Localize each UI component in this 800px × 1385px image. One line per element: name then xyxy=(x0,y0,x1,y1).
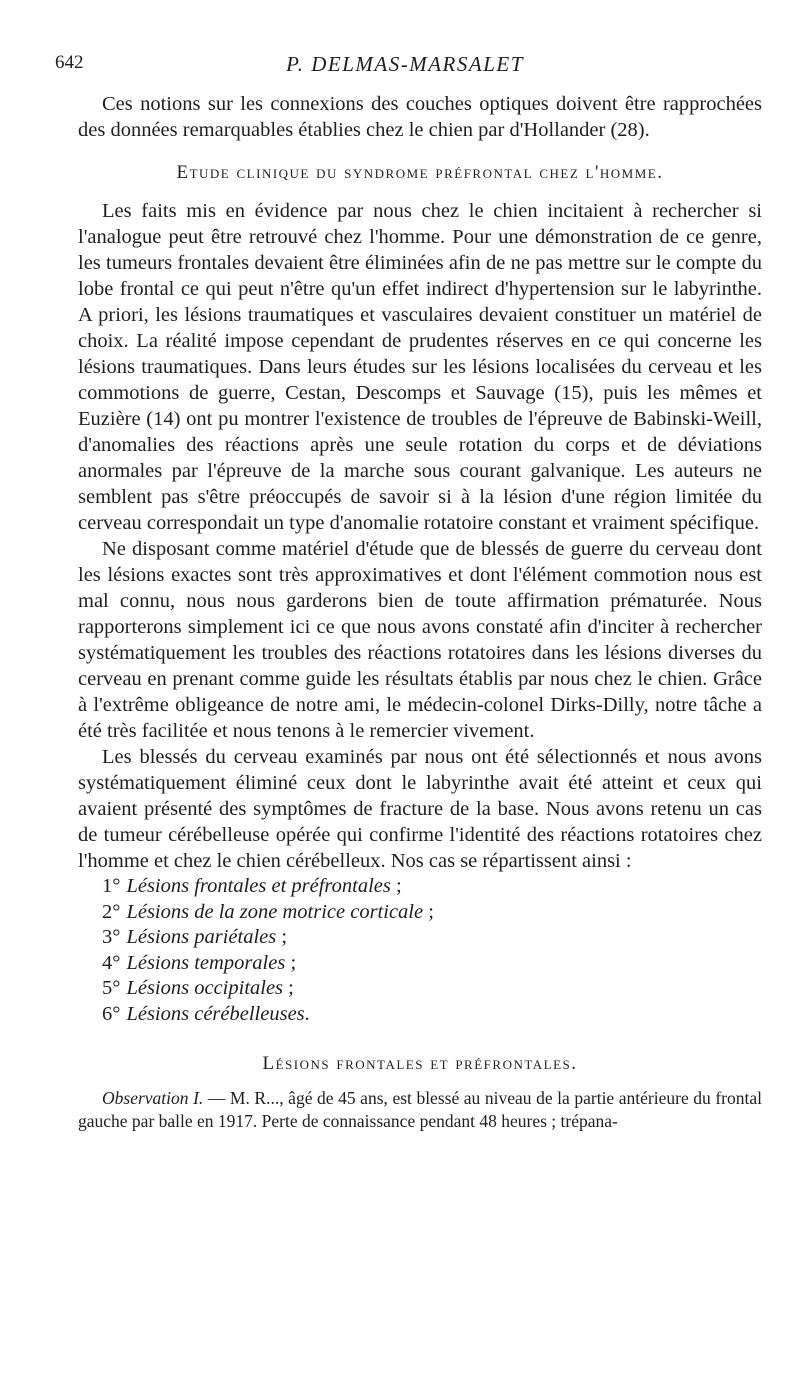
list-item xyxy=(78,874,762,900)
observation-label: Observation I. xyxy=(102,1088,204,1108)
list-item-end: . xyxy=(304,1002,310,1025)
list-item-number: 5° xyxy=(102,977,121,999)
page-header xyxy=(55,52,755,82)
list-item-number: 6° xyxy=(102,1002,121,1025)
list-item-text: Lésions de la zone motrice corticale xyxy=(126,900,424,923)
list-item xyxy=(78,925,762,951)
list-item-number: 1° xyxy=(102,875,121,897)
list-item-number: 2° xyxy=(102,900,121,923)
list-item-text: Lésions occipitales xyxy=(126,977,284,999)
list-item-text: Lésions cérébelleuses xyxy=(126,1002,305,1025)
observation-paragraph xyxy=(78,1087,762,1133)
list-item-text: Lésions temporales xyxy=(126,951,286,974)
list-item-end: ; xyxy=(390,875,402,897)
paragraph: Les blessés du cerveau examinés par nous ont été sélectionnés et nous avons systématiquement éliminé ceux dont le labyrinthe avait été atteint et ceux qui avaient présenté des symptômes de fracture de la base. Nous avons retenu un cas de tumeur cérébelleuse opérée qui confirme l'identité des réactions rotatoires chez l'homme et chez le chien cérébelleux. Nos cas se répartissent ainsi : xyxy=(78,746,762,872)
intro-paragraph: Ces notions sur les connexions des couches optiques doivent être rapprochées des données remarquables établies chez le chien par d'Hollander (28). xyxy=(78,93,762,141)
observation-text: — M. R..., âgé de 45 ans, est blessé au niveau de la partie antérieure du frontal gauche par balle en 1917. Perte de connaissance pendant 48 heures ; trépana- xyxy=(78,1088,762,1131)
list-item-text: Lésions pariétales xyxy=(126,926,277,948)
list-item xyxy=(78,976,762,1002)
list-item-end: ; xyxy=(285,951,297,974)
article-body xyxy=(78,91,762,1133)
list-item-end: ; xyxy=(276,926,288,948)
list-item-end: ; xyxy=(423,900,434,923)
list-item-number: 3° xyxy=(102,926,121,948)
running-head: P. DELMAS-MARSALET xyxy=(286,52,524,76)
list-item xyxy=(78,1002,762,1028)
subsection-title: Lésions frontales et préfrontales. xyxy=(262,1053,578,1074)
list-item-number: 4° xyxy=(102,951,121,974)
paragraph: Ne disposant comme matériel d'étude que de blessés de guerre du cerveau dont les lésions exactes sont très approximatives et dont l'élément commotion nous est mal connu, nous nous garderons bien de toute affirmation prématurée. Nous rapporterons simplement ici ce que nous avons constaté afin d'inciter à rechercher systématiquement les troubles des réactions rotatoires dans les lésions diverses du cerveau en prenant comme guide les résultats établis par nous chez le chien. Grâce à l'extrême obligeance de notre ami, le médecin-colonel Dirks-Dilly, notre tâche a été très facilitée et nous tenons à le remercier vivement. xyxy=(78,538,762,742)
paragraph: Les faits mis en évidence par nous chez le chien incitaient à rechercher si l'analogue peut être retrouvé chez l'homme. Pour une démonstration de ce genre, les tumeurs frontales devaient être éliminées afin de ne pas mettre sur le compte du lobe frontal ce qui peut n'être qu'un effet indirect d'hypertension sur le labyrinthe. A priori, les lésions traumatiques et vasculaires devaient constituer un matériel de choix. La réalité impose cependant de prudentes réserves en ce qui concerne les lésions traumatiques. Dans leurs études sur les lésions localisées du cerveau et les commotions de guerre, Cestan, Descomps et Sauvage (15), puis les mêmes et Euzière (14) ont pu montrer l'existence de troubles de l'épreuve de Babinski-Weill, d'anomalies des réactions après une seule rotation du corps et de déviations anormales par l'épreuve de la marche sous courant galvanique. Les auteurs ne semblent pas s'être préoccupés de savoir si à la lésion d'une région limitée du cerveau correspondait un type d'anomalie rotatoire constant et vraiment spécifique. xyxy=(78,200,762,534)
section-title: Etude clinique du syndrome préfrontal chez l'homme. xyxy=(176,162,664,183)
list-item-end: ; xyxy=(283,977,294,999)
lesion-list xyxy=(78,874,762,1027)
list-item xyxy=(78,951,762,977)
page-number: 642 xyxy=(55,52,84,73)
list-item xyxy=(78,900,762,926)
list-item-text: Lésions frontales et préfrontales xyxy=(126,875,391,897)
